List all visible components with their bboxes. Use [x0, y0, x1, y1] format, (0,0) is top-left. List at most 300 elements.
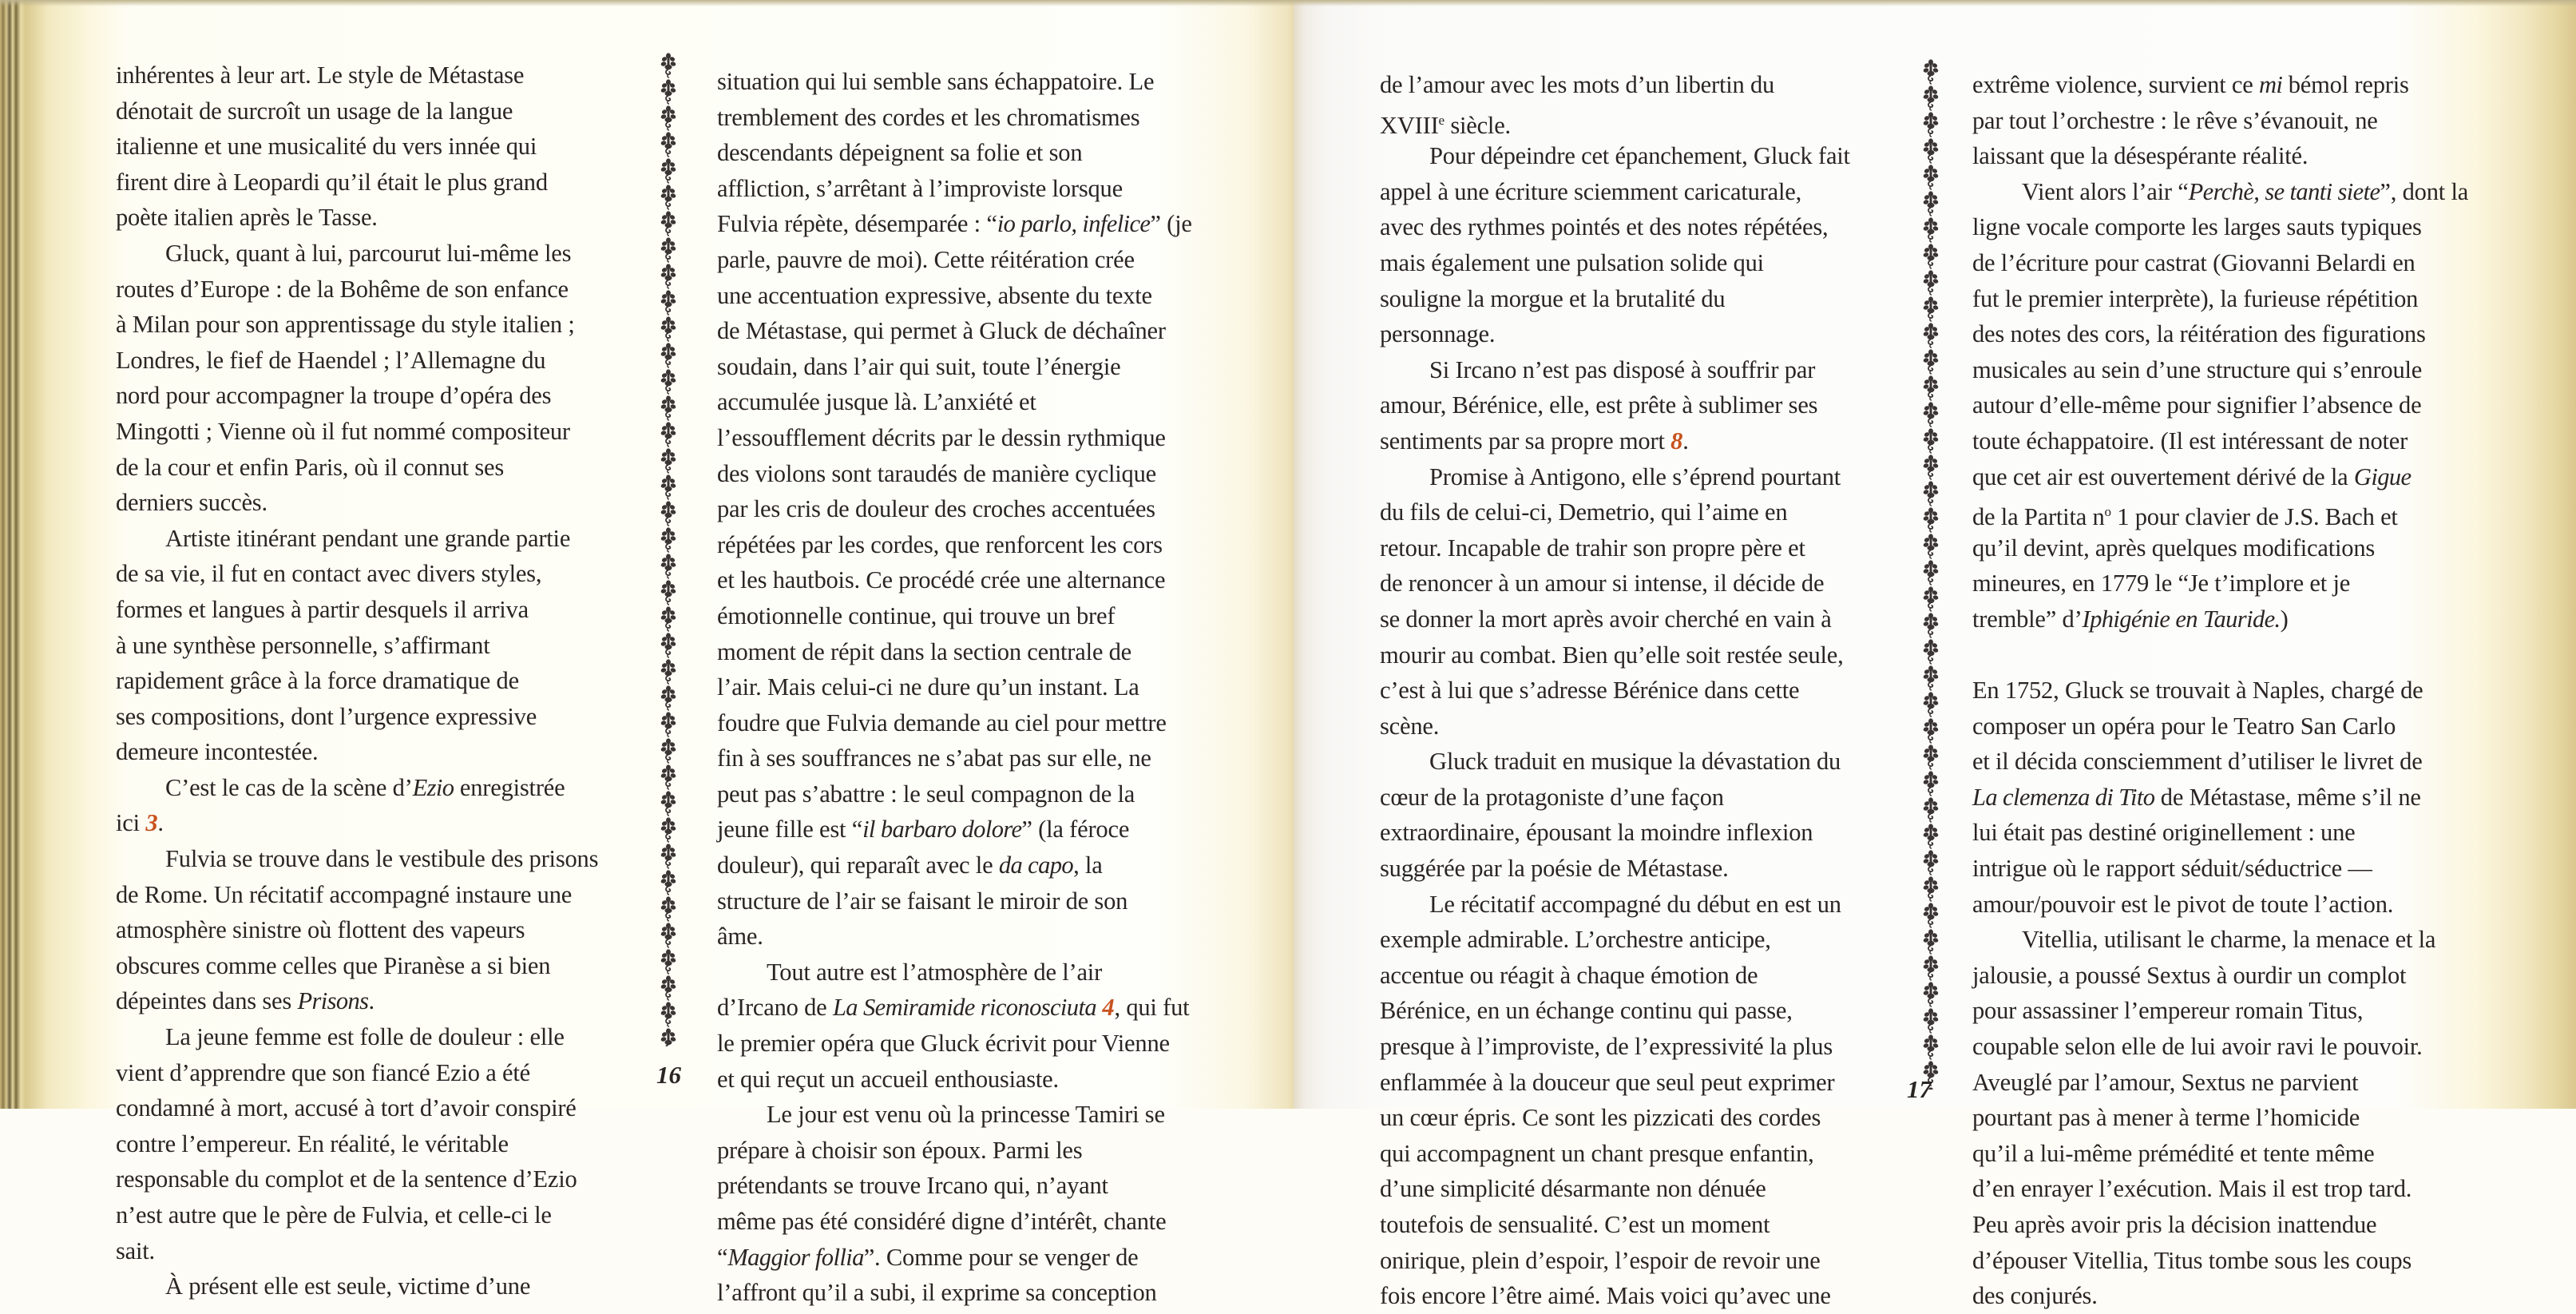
text-line: [717, 919, 1192, 955]
line-text: de l’écriture pour castrat (Giovanni Belardi en: [1972, 248, 2415, 276]
text-line: [1972, 281, 2468, 317]
top-edge-shadow: [0, 0, 2576, 6]
text-line: [1380, 601, 1850, 637]
text-line: [1380, 209, 1850, 245]
line-text: par les cris de douleur des croches accentuées: [717, 495, 1155, 523]
text-line: [1972, 566, 2468, 601]
line-text: responsable du complot et de la sentence d’Ezio: [116, 1165, 577, 1193]
text-line: [116, 628, 598, 664]
text-line: [717, 100, 1192, 136]
line-text: accentue ou réagit à chaque émotion de: [1380, 961, 1758, 989]
text-line: [1972, 958, 2468, 994]
line-text: de renoncer à un amour si intense, il décide de: [1380, 570, 1825, 597]
line-text: firent dire à Leopardi qu’il était le plus grand: [116, 168, 548, 196]
line-text: tremble” d’: [1972, 605, 2083, 633]
text-line: [717, 349, 1192, 385]
line-text: d’Ircano de: [717, 994, 833, 1022]
text-line: [717, 740, 1192, 776]
line-text: n’est autre que le père de Fulvia, et celle-ci le: [116, 1201, 552, 1229]
line-text: accumulée jusque là. L’anxiété et: [717, 388, 1036, 416]
line-text: retour. Incapable de trahir son propre père et: [1380, 534, 1805, 562]
text-line: [717, 527, 1192, 563]
text-line: [116, 521, 598, 557]
italic-title: Prisons: [297, 987, 369, 1015]
text-line: [116, 272, 598, 308]
line-text: Fulvia se trouve dans le vestibule des prisons: [165, 845, 599, 873]
line-text: À présent elle est seule, victime d’une: [165, 1272, 531, 1300]
text-line: [1380, 744, 1850, 780]
text-line: [1380, 637, 1850, 673]
line-text: obscures comme celles que Piranèse a si bien: [116, 951, 551, 979]
line-text: extraordinaire, épousant la moindre inflexion: [1380, 819, 1813, 847]
text-line: [116, 983, 598, 1019]
text-line: [1972, 744, 2468, 780]
line-text: toutefois de sensualité. C’est un moment: [1380, 1211, 1770, 1238]
line-text: jeune fille est “: [717, 816, 863, 844]
text-line: [116, 734, 598, 770]
line-text: poète italien après le Tasse.: [116, 204, 378, 232]
text-line: [116, 485, 598, 521]
text-line: [116, 663, 598, 699]
line-text: “: [717, 1243, 728, 1271]
track-number: 4: [1102, 994, 1115, 1022]
line-text: demeure incontestée.: [116, 738, 319, 766]
text-line: [116, 1019, 598, 1055]
page-number: 17: [1907, 1075, 1932, 1103]
text-line: [717, 776, 1192, 812]
text-line: [116, 841, 598, 877]
text-line: [1380, 1136, 1850, 1172]
text-line: [1380, 815, 1850, 851]
text-line: [1380, 67, 1850, 103]
line-text: ”, dont la: [2380, 177, 2469, 205]
text-column: [1380, 67, 1850, 1314]
line-text: tremblement des cordes et les chromatismes: [717, 103, 1140, 131]
text-line: [116, 414, 598, 450]
line-text: situation qui lui semble sans échappatoire. Le: [717, 68, 1155, 95]
line-text: Fulvia répète, désemparée : “: [717, 210, 997, 238]
line-text: onirique, plein d’espoir, l’espoir de revoir une: [1380, 1246, 1821, 1274]
line-text: Vient alors l’air “: [2022, 177, 2189, 205]
line-text: ici: [116, 809, 146, 837]
text-line: [1380, 138, 1850, 174]
line-text: fut le premier interprète), la furieuse répétition: [1972, 284, 2419, 312]
line-text: amour, Bérénice, elle, est prête à sublimer ses: [1380, 391, 1818, 419]
text-line: [1972, 1029, 2468, 1065]
text-line: [116, 1055, 598, 1091]
text-line: [717, 206, 1192, 242]
line-text: C’est le cas de la scène d’: [165, 773, 413, 801]
text-line: [1380, 993, 1850, 1029]
text-line: [717, 634, 1192, 670]
line-text: l’affront qu’il a subi, il exprime sa conception: [717, 1279, 1157, 1307]
text-line: [116, 1268, 598, 1304]
line-text: affliction, s’arrêtant à l’improviste lorsque: [717, 174, 1123, 202]
text-line: [1972, 1243, 2468, 1279]
line-text: Pour dépeindre cet épanchement, Gluck fait: [1429, 142, 1850, 170]
text-line: [116, 770, 598, 806]
text-line: [116, 93, 598, 129]
text-column: [717, 64, 1192, 1311]
line-text: de la cour et enfin Paris, où il connut ses: [116, 453, 505, 481]
line-text: condamné à mort, accusé à tort d’avoir conspiré: [116, 1094, 577, 1122]
text-line: [116, 129, 598, 165]
text-line: [1380, 1065, 1850, 1101]
line-text: de Métastase, qui permet à Gluck de déchaîner: [717, 317, 1166, 345]
italic-title: il barbaro dolore: [862, 816, 1022, 844]
line-text: douleur), qui reparaît avec le: [717, 852, 999, 879]
text-line: [116, 805, 598, 841]
line-text: des notes des cors, la réitération des figurations: [1972, 320, 2426, 348]
text-line: [1972, 993, 2468, 1029]
text-line: [717, 883, 1192, 919]
italic-title: mi: [2259, 71, 2283, 98]
line-text: une accentuation expressive, absente du texte: [717, 281, 1152, 309]
text-line: [717, 242, 1192, 278]
line-text: de Métastase, même s’il ne: [2154, 783, 2421, 811]
line-text: laissant que la désespérante réalité.: [1972, 142, 2308, 170]
line-text: intrigue où le rapport séduit/séductrice —: [1972, 855, 2372, 883]
italic-title: Perchè, se tanti siete: [2188, 177, 2380, 205]
line-text: d’en enrayer l’exécution. Mais il est trop tard.: [1972, 1175, 2412, 1203]
line-text: XVIII: [1380, 111, 1439, 139]
text-line: [717, 669, 1192, 705]
text-line: [116, 343, 598, 379]
line-text: c’est à lui que s’adresse Bérénice dans cette: [1380, 677, 1800, 705]
text-line: [1972, 494, 2468, 530]
line-text: amour/pouvoir est le pivot de toute l’action.: [1972, 890, 2394, 918]
text-line: [1972, 887, 2468, 923]
line-text: Londres, le fief de Haendel ; l’Allemagne du: [116, 346, 546, 374]
text-line: [116, 165, 598, 200]
italic-title: io parlo, infelice: [997, 210, 1151, 238]
line-text: pour assassiner l’empereur romain Titus,: [1972, 997, 2364, 1025]
text-line: [1972, 459, 2468, 495]
italic-title: Ezio: [412, 773, 454, 801]
line-text: ses compositions, dont l’urgence expressive: [116, 702, 537, 730]
text-line: [116, 236, 598, 272]
text-line: [717, 705, 1192, 741]
text-line: [717, 64, 1192, 100]
line-text: dépeintes dans ses: [116, 987, 298, 1015]
text-line: [1972, 1136, 2468, 1172]
italic-title: La clemenza di Tito: [1972, 783, 2155, 811]
line-text: qu’il a lui-même prémédité et tente même: [1972, 1139, 2375, 1167]
paragraph-gap: [1972, 637, 2468, 673]
text-line: [1380, 1171, 1850, 1207]
text-line: [1972, 922, 2468, 958]
fleuron-vine-border-icon: [658, 53, 679, 1046]
text-line: [116, 948, 598, 984]
line-text: enflammée à la douceur que seul peut exprimer: [1380, 1068, 1835, 1096]
text-line: [1972, 709, 2468, 744]
text-line: [1972, 530, 2468, 566]
text-line: [1380, 245, 1850, 281]
text-line: [1380, 780, 1850, 816]
line-text: toute échappatoire. (Il est intéressant de noter: [1972, 427, 2408, 455]
text-line: [116, 699, 598, 735]
text-line: [1380, 174, 1850, 210]
text-line: [717, 171, 1192, 207]
line-text: Bérénice, en un échange continu qui passe,: [1380, 997, 1793, 1025]
line-text: que cet air est ouvertement dérivé de la: [1972, 462, 2354, 490]
fleuron-vine-border-icon: [1920, 59, 1941, 1090]
text-line: [1380, 1207, 1850, 1243]
line-text: mineures, en 1779 le “Je t’implore et je: [1972, 570, 2351, 597]
line-text: le premier opéra que Gluck écrivit pour Vienne: [717, 1030, 1170, 1058]
line-text: peut pas s’abattre : le seul compagnon de la: [717, 780, 1135, 808]
line-text: appel à une écriture sciemment caricaturale,: [1380, 177, 1802, 205]
text-line: [1380, 352, 1850, 388]
text-line: [1972, 1278, 2468, 1314]
text-line: [1972, 1100, 2468, 1136]
text-line: [1380, 530, 1850, 566]
track-number: 8: [1670, 427, 1683, 455]
text-line: [1972, 209, 2468, 245]
italic-title: Maggior follia: [727, 1243, 864, 1271]
line-text: par tout l’orchestre : le rêve s’évanouit, ne: [1972, 106, 2378, 134]
italic-title: La Semiramide riconosciuta: [832, 994, 1096, 1022]
superscript: e: [1438, 112, 1445, 128]
text-line: [717, 456, 1192, 492]
line-text: , qui fut: [1114, 994, 1190, 1022]
italic-title: da capo: [998, 852, 1074, 879]
line-text: avec des rythmes pointés et des notes répétées,: [1380, 213, 1829, 241]
text-line: [1380, 494, 1850, 530]
text-line: [1972, 352, 2468, 388]
text-line: [1380, 1278, 1850, 1314]
text-line: [1380, 281, 1850, 317]
line-text: un cœur épris. Ce sont les pizzicati des cordes: [1380, 1104, 1821, 1132]
line-text: inhérentes à leur art. Le style de Métastase: [116, 62, 525, 89]
line-text: Tout autre est l’atmosphère de l’air: [767, 958, 1103, 986]
text-line: [1972, 103, 2468, 139]
text-line: [1380, 922, 1850, 958]
text-line: [717, 420, 1192, 456]
line-text: Aveuglé par l’amour, Sextus ne parvient: [1972, 1068, 2359, 1096]
line-text: personnage.: [1380, 320, 1496, 348]
text-line: [1380, 1100, 1850, 1136]
line-text: derniers succès.: [116, 489, 268, 517]
line-text: ” (je: [1150, 210, 1192, 238]
line-text: des conjurés.: [1972, 1282, 2098, 1310]
line-text: bémol repris: [2282, 71, 2409, 98]
text-line: [1972, 174, 2468, 210]
text-line: [1972, 138, 2468, 174]
line-text: scène.: [1380, 712, 1440, 740]
text-line: [1972, 673, 2468, 709]
line-text: et qui reçut un accueil enthousiaste.: [717, 1065, 1059, 1093]
line-text: de sa vie, il fut en contact avec divers styles,: [116, 560, 542, 588]
line-text: des violons sont taraudés de manière cyclique: [717, 459, 1156, 487]
line-text: Vitellia, utilisant le charme, la menace et la: [2022, 926, 2436, 954]
line-text: qu’il devint, après quelques modifications: [1972, 534, 2376, 562]
line-text: et il décida consciemment d’utiliser le livret de: [1972, 748, 2423, 776]
line-text: exemple admirable. L’orchestre anticipe,: [1380, 926, 1771, 954]
line-text: fois encore l’être aimé. Mais voici qu’avec une: [1380, 1282, 1831, 1310]
text-line: [1380, 1243, 1850, 1279]
line-text: atmosphère sinistre où flottent des vapeurs: [116, 916, 525, 944]
page-number: 16: [656, 1061, 681, 1089]
text-line: [1972, 423, 2468, 459]
line-text: En 1752, Gluck se trouvait à Naples, chargé de: [1972, 677, 2423, 705]
line-text: descendants dépeignent sa folie et son: [717, 139, 1083, 167]
line-text: âme.: [717, 923, 763, 951]
text-column: [1972, 67, 2468, 1314]
text-line: [116, 58, 598, 93]
text-line: [717, 491, 1192, 527]
line-text: cœur de la protagoniste d’une façon: [1380, 783, 1724, 811]
text-line: [717, 1168, 1192, 1204]
line-text: ”. Comme pour se venger de: [863, 1243, 1139, 1271]
text-line: [717, 598, 1192, 634]
line-text: d’épouser Vitellia, Titus tombe sous les coups: [1972, 1246, 2412, 1274]
text-line: [1380, 673, 1850, 709]
italic-title: Iphigénie en Tauride.: [2082, 605, 2281, 633]
superscript: o: [2104, 504, 2111, 520]
italic-title: Gigue: [2353, 462, 2412, 490]
line-text: ): [2280, 605, 2289, 633]
line-text: ligne vocale comporte les larges sauts typiques: [1972, 213, 2422, 241]
line-text: enregistrée: [454, 773, 565, 801]
line-text: siècle.: [1444, 111, 1511, 139]
line-text: Peu après avoir pris la décision inattendue: [1972, 1211, 2377, 1238]
text-line: [717, 562, 1192, 598]
text-line: [116, 1126, 598, 1162]
line-text: rapidement grâce à la force dramatique de: [116, 667, 519, 695]
line-text: soudain, dans l’air qui suit, toute l’énergie: [717, 352, 1121, 380]
line-text: .: [157, 809, 164, 837]
line-text: composer un opéra pour le Teatro San Carlo: [1972, 712, 2396, 740]
text-line: [1380, 423, 1850, 459]
text-line: [1972, 1207, 2468, 1243]
text-line: [717, 1204, 1192, 1240]
line-text: même pas été considéré digne d’intérêt, chante: [717, 1208, 1167, 1235]
text-line: [1380, 851, 1850, 887]
text-line: [717, 848, 1192, 883]
text-line: [717, 1275, 1192, 1311]
line-text: pourtant pas à mener à terme l’homicide: [1972, 1104, 2360, 1132]
line-text: italienne et une musicalité du vers innée qui: [116, 133, 537, 161]
line-text: foudre que Fulvia demande au ciel pour mettre: [717, 709, 1167, 736]
text-line: [1380, 887, 1850, 923]
line-text: presque à l’improviste, de l’expressivité la plus: [1380, 1033, 1833, 1061]
line-text: moment de répit dans la section centrale de: [717, 637, 1132, 665]
text-line: [1380, 1029, 1850, 1065]
text-line: [1972, 815, 2468, 851]
line-text: se donner la mort après avoir cherché en vain à: [1380, 605, 1832, 633]
line-text: mourir au combat. Bien qu’elle soit restée seule,: [1380, 641, 1844, 669]
line-text: autour d’elle-même pour signifier l’absence de: [1972, 391, 2422, 419]
line-text: Le récitatif accompagné du début en est un: [1429, 890, 1841, 918]
line-text: prépare à choisir son époux. Parmi les: [717, 1136, 1083, 1164]
text-line: [717, 1133, 1192, 1169]
line-text: du fils de celui-ci, Demetrio, qui l’aime en: [1380, 498, 1788, 526]
line-text: souligne la morgue et la brutalité du: [1380, 284, 1726, 312]
text-line: [717, 955, 1192, 990]
text-line: [1972, 245, 2468, 281]
line-text: Gluck traduit en musique la dévastation du: [1429, 748, 1841, 776]
line-text: nord pour accompagner la troupe d’opéra des: [116, 382, 552, 410]
text-line: [1380, 709, 1850, 744]
track-number: 3: [145, 809, 158, 837]
line-text: coupable selon elle de lui avoir ravi le pouvoir.: [1972, 1033, 2423, 1061]
line-text: lui était pas destiné originellement : une: [1972, 819, 2356, 847]
line-text: de l’amour avec les mots d’un libertin du: [1380, 71, 1775, 98]
text-line: [116, 1161, 598, 1197]
line-text: Si Ircano n’est pas disposé à souffrir par: [1429, 355, 1816, 383]
line-text: l’air. Mais celui-ci ne dure qu’un instant. La: [717, 673, 1139, 701]
text-line: [1972, 316, 2468, 352]
line-text: sait.: [116, 1237, 155, 1264]
text-line: [1380, 459, 1850, 495]
line-text: à Milan pour son apprentissage du style italien ;: [116, 311, 575, 339]
line-text: et les hautbois. Ce procédé crée une alternance: [717, 566, 1166, 594]
text-line: [116, 307, 598, 343]
text-line: [1380, 958, 1850, 994]
line-text: fin à ses souffrances ne s’abat pas sur elle, ne: [717, 744, 1151, 772]
line-text: ” (la féroce: [1021, 816, 1130, 844]
line-text: émotionnelle continue, qui trouve un bref: [717, 601, 1116, 629]
line-text: à une synthèse personnelle, s’affirmant: [116, 631, 490, 659]
text-column: [116, 58, 598, 1304]
line-text: l’essoufflement décrits par le dessin rythmique: [717, 423, 1166, 451]
line-text: contre l’empereur. En réalité, le véritable: [116, 1129, 509, 1157]
line-text: suggérée par la poésie de Métastase.: [1380, 855, 1729, 883]
line-text: structure de l’air se faisant le miroir de son: [717, 887, 1128, 915]
text-line: [116, 912, 598, 948]
text-line: [116, 1197, 598, 1233]
line-text: musicales au sein d’une structure qui s’enroule: [1972, 355, 2423, 383]
line-text: Artiste itinérant pendant une grande partie: [165, 524, 571, 552]
line-text: extrême violence, survient ce: [1972, 71, 2259, 98]
text-line: [1972, 67, 2468, 103]
text-line: [116, 200, 598, 236]
text-line: [1972, 851, 2468, 887]
line-text: sentiments par sa propre mort: [1380, 427, 1671, 455]
line-text: Mingotti ; Vienne où il fut nommé compositeur: [116, 417, 570, 445]
text-line: [116, 1233, 598, 1269]
line-text: Le jour est venu où la princesse Tamiri se: [767, 1101, 1165, 1129]
line-text: .: [1682, 427, 1689, 455]
line-text: La jeune femme est folle de douleur : elle: [165, 1023, 565, 1051]
line-text: mais également une pulsation solide qui: [1380, 248, 1764, 276]
text-line: [116, 877, 598, 913]
text-line: [1380, 316, 1850, 352]
line-text: d’une simplicité désarmante non dénuée: [1380, 1175, 1766, 1203]
text-line: [1380, 103, 1850, 139]
text-line: [1972, 1065, 2468, 1101]
text-line: [717, 1097, 1192, 1133]
text-line: [1972, 1171, 2468, 1207]
line-text: Promise à Antigono, elle s’éprend pourtant: [1429, 462, 1841, 490]
line-text: dénotait de surcroît un usage de la langue: [116, 97, 513, 125]
line-text: , la: [1073, 852, 1103, 879]
text-line: [717, 313, 1192, 349]
line-text: jalousie, a poussé Sextus à ourdir un complot: [1972, 961, 2407, 989]
text-line: [717, 384, 1192, 420]
text-line: [1972, 387, 2468, 423]
text-line: [1972, 601, 2468, 637]
text-line: [116, 378, 598, 414]
text-line: [717, 990, 1192, 1026]
text-line: [717, 135, 1192, 171]
text-line: [1972, 780, 2468, 816]
text-line: [717, 1240, 1192, 1276]
line-text: de Rome. Un récitatif accompagné instaure une: [116, 880, 573, 908]
line-text: prétendants se trouve Ircano qui, n’ayant: [717, 1172, 1108, 1200]
line-text: répétées par les cordes, que renforcent les cors: [717, 530, 1163, 558]
